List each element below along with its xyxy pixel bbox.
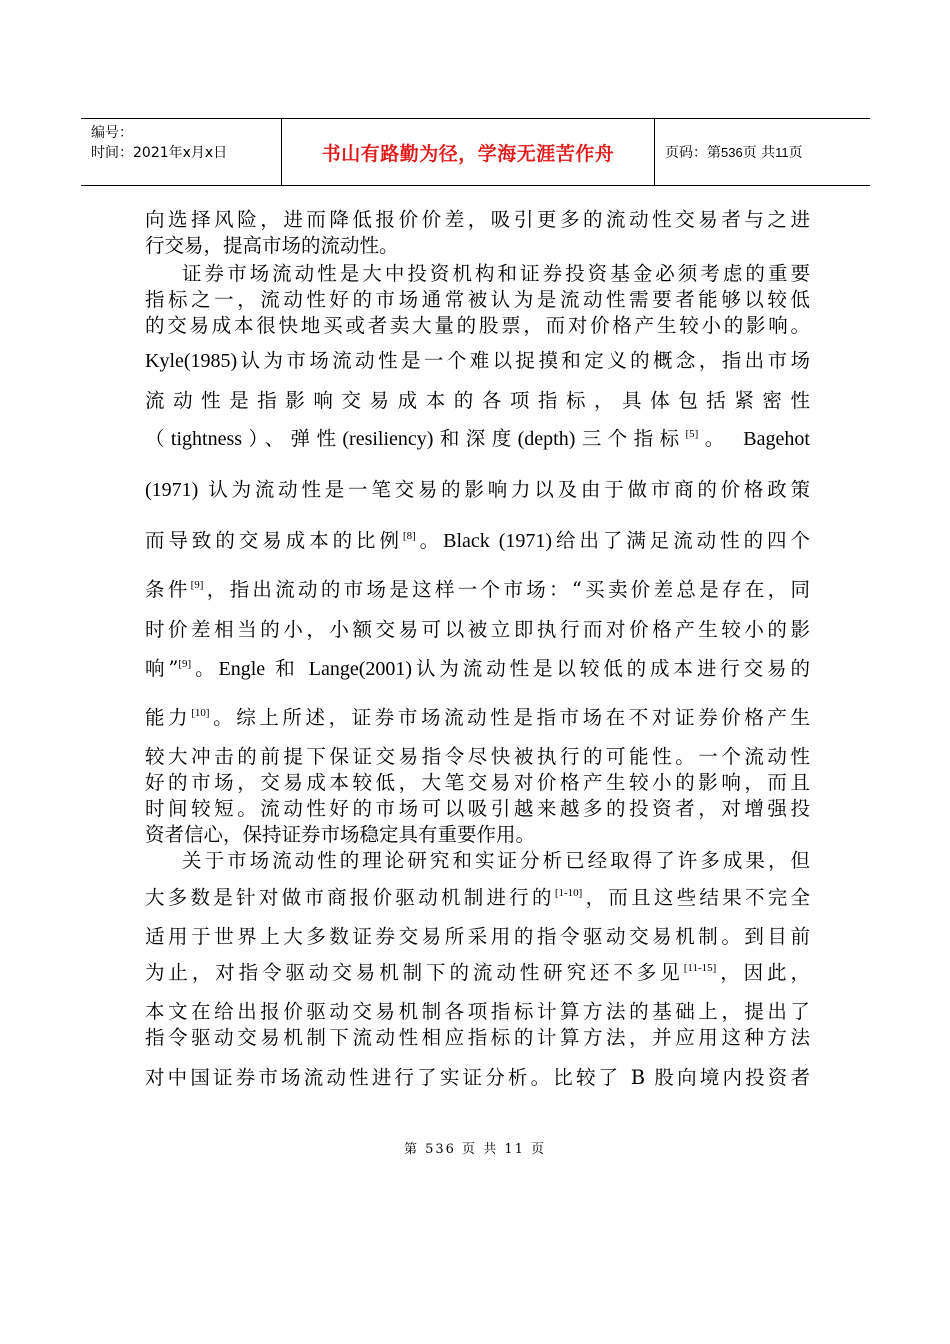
text-span: ，指出流动的市场是这样一个市场：“买卖价差总是存在，同	[203, 578, 810, 601]
citation-ref: [9]	[190, 579, 204, 591]
citation-ref: [11-15]	[683, 962, 717, 974]
header-page-total: 11	[775, 144, 789, 160]
page-footer: 第 536 页 共 11 页	[403, 1142, 547, 1157]
text-span: 。综上所述，证券市场流动性是指市场在不对证券价格产生	[209, 706, 810, 729]
citation-ref: [8]	[402, 530, 416, 542]
text-line	[145, 578, 810, 602]
text-line: 向选择风险，进而降低报价价差，吸引更多的流动性交易者与之进	[145, 208, 810, 231]
header-motto: 书山有路勤为径，学海无涯苦作舟	[281, 119, 655, 185]
citation-ref: [5]	[685, 428, 699, 440]
citation-author: Lange(2001)	[308, 658, 413, 680]
text-span: tightness	[170, 428, 243, 450]
text-span: 和深度	[433, 427, 518, 450]
text-span: ，因此，	[716, 961, 810, 984]
text-line	[145, 706, 810, 730]
text-line: 好的市场，交易成本较低，大笔交易对价格产生较小的影响，而且	[145, 771, 810, 794]
citation-ref: [10]	[191, 707, 210, 719]
page-header	[81, 118, 870, 186]
text-line: 较大冲击的前提下保证交易指令尽快被执行的可能性。一个流动性	[145, 745, 810, 768]
text-span: 和	[275, 657, 299, 680]
text-span: 响”	[145, 657, 179, 680]
header-page-suffix: 页	[788, 145, 803, 161]
citation-author: Kyle(1985)	[145, 350, 238, 372]
header-page-info	[655, 119, 870, 185]
text-span: 认为流动性是以较低的成本进行交易的	[412, 657, 810, 680]
text-line	[145, 657, 810, 681]
text-line: 指令驱动交易机制下流动性相应指标的计算方法，并应用这种方法	[145, 1026, 810, 1049]
text-line: 对中国证券市场流动性进行了实证分析。比较了 B 股向境内投资者	[145, 1066, 810, 1089]
text-line: 本文在给出报价驱动交易机制各项指标计算方法的基础上，提出了	[145, 1000, 810, 1023]
text-line: 关于市场流动性的理论研究和实证分析已经取得了许多成果，但	[182, 849, 810, 872]
text-line: 流动性是指影响交易成本的各项指标，具体包括紧密性	[145, 389, 810, 412]
text-line: 指标之一，流动性好的市场通常被认为是流动性需要者能够以较低	[145, 288, 810, 311]
text-span: 给出了满足流动性的四个	[552, 529, 810, 552]
text-span: 能力	[145, 706, 192, 729]
text-line: 的交易成本很快地买或者卖大量的股票，而对价格产生较小的影响。	[145, 314, 810, 337]
text-span: （	[145, 427, 171, 450]
text-line	[145, 478, 810, 502]
text-span: (depth)	[517, 428, 576, 450]
text-span: 认为流动性是一笔交易的影响力以及由于做市商的价格政策	[198, 478, 810, 501]
text-line: 行交易，提高市场的流动性。	[145, 234, 399, 257]
text-span: 而导致的交易成本的比例	[145, 529, 403, 552]
header-page-num: 536	[721, 144, 743, 160]
text-span: 认为市场流动性是一个难以捉摸和定义的概念，指出市场	[237, 349, 810, 372]
text-span: ）、弹性	[242, 427, 343, 450]
citation-author: Bagehot	[743, 428, 810, 450]
citation-ref: [9]	[178, 658, 192, 670]
text-line: 证券市场流动性是大中投资机构和证券投资基金必须考虑的重要	[182, 262, 810, 285]
text-line	[145, 961, 810, 985]
text-span: (1971)	[145, 479, 199, 501]
text-span: ，而且这些结果不完全	[582, 886, 810, 909]
citation-author: Engle	[218, 658, 266, 680]
citation-ref: [1-10]	[554, 887, 583, 899]
text-span: 。	[698, 427, 731, 450]
header-time-label: 时间：2021年x月x日	[91, 145, 228, 161]
header-info	[81, 119, 281, 185]
header-page-mid: 页 共	[742, 145, 776, 161]
text-span: 三个指标	[575, 427, 686, 450]
text-line: 适用于世界上大多数证券交易所采用的指令驱动交易机制。到目前	[145, 925, 810, 948]
header-number-label: 编号：	[91, 125, 133, 141]
text-line: 时价差相当的小，小额交易可以被立即执行而对价格产生较小的影	[145, 618, 810, 641]
header-page-prefix: 页码：第	[665, 145, 721, 161]
text-span: 为止，对指令驱动交易机制下的流动性研究还不多见	[145, 961, 684, 984]
text-line	[145, 886, 810, 910]
text-line	[145, 529, 810, 553]
text-line	[145, 349, 810, 373]
text-span: 。	[191, 657, 219, 680]
text-span: 大多数是针对做市商报价驱动机制进行的	[145, 886, 555, 909]
text-span: (resiliency)	[342, 428, 434, 450]
citation-author: Black (1971)	[443, 530, 553, 552]
text-span: 。	[415, 529, 444, 552]
text-line: 时间较短。流动性好的市场可以吸引越来越多的投资者，对增强投	[145, 797, 810, 820]
text-line: 资者信心，保持证券市场稳定具有重要作用。	[145, 823, 536, 846]
text-line	[145, 427, 810, 451]
text-span: 条件	[145, 578, 191, 601]
